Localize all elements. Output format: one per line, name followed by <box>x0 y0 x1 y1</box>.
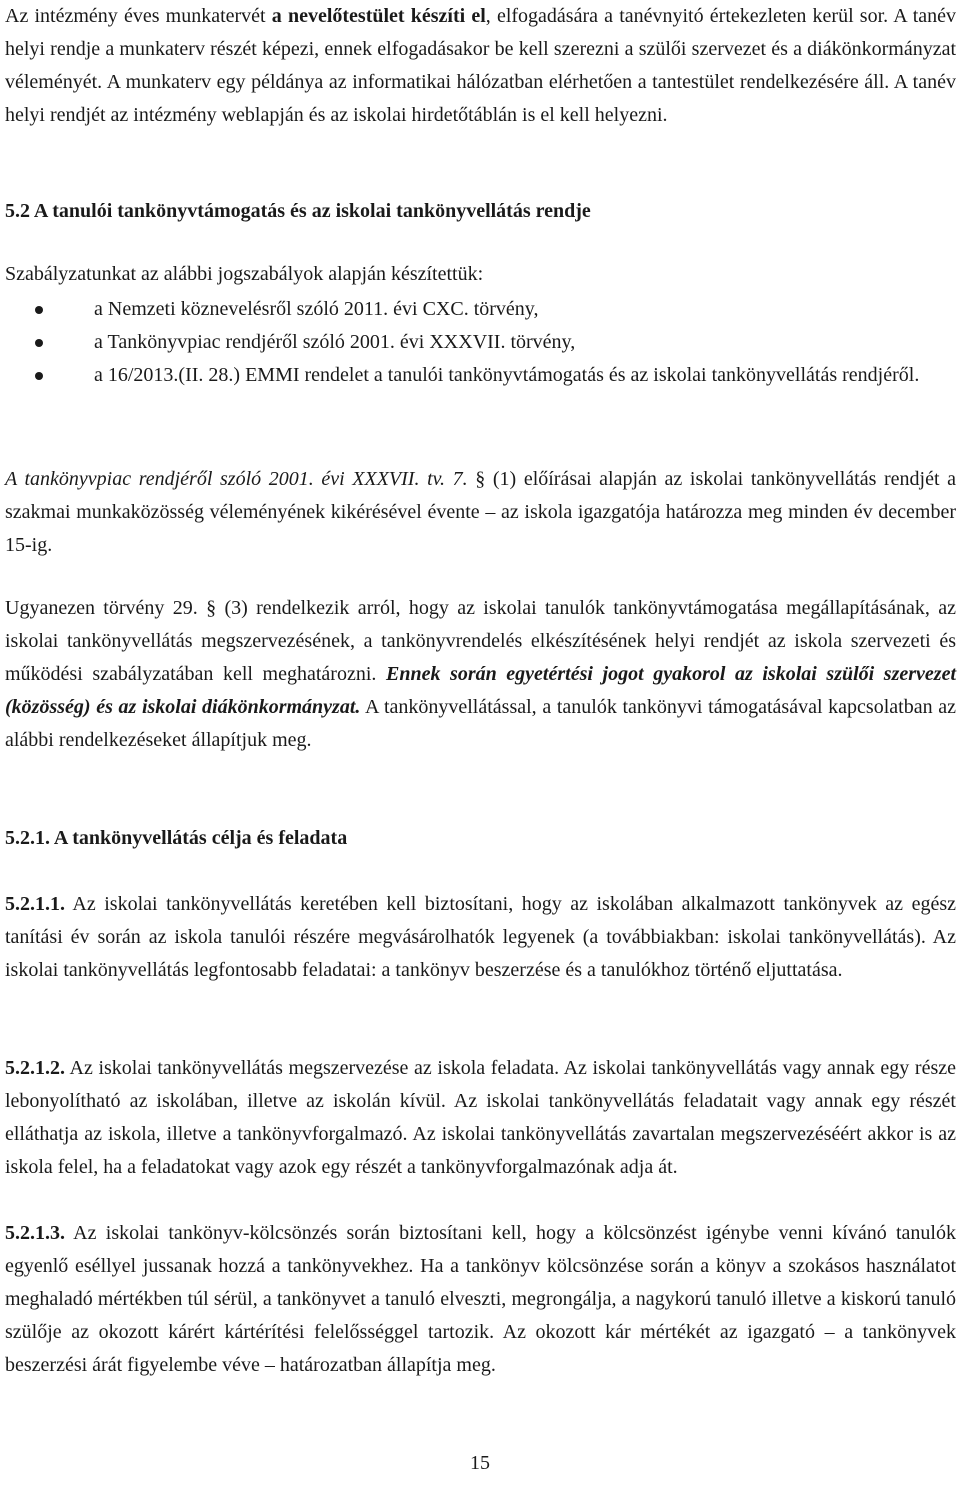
paragraph-5-2-1-1: 5.2.1.1. Az iskolai tankönyvellátás keretében kell biztosítani, hogy az iskolában alkalmazott tankönyvek az egész tanítási év során az iskola tanulói részére megvásárolhatók legyenek (a továbbiakban: iskolai tankönyvellátás). Az iskolai tankönyvellátás legfontosabb feladatai: a tankönyv beszerzése és a tanulókhoz történő eljuttatása. <box>5 893 956 981</box>
paragraph-5-2-1-3: 5.2.1.3. Az iskolai tankönyv-kölcsönzés során biztosítani kell, hogy a kölcsönzést igénybe venni kívánó tanulók egyenlő eséllyel jussanak hozzá a tankönyvekhez. Ha a tankönyv kölcsönzése során a könyv a szokásos használatot meghaladó mértékben túl sérül, a tankönyvet a tanuló elveszti, megrongálja, a nagykorú tanuló illetve a kiskorú tanuló szülője az okozott kárért kártérítési felelősséggel tartozik. Az okozott kár mértékét az igazgató – a tankönyvek beszerzési árát figyelembe véve – határozatban állapítja meg. <box>5 1222 956 1376</box>
list-item: a Nemzeti köznevelésről szóló 2011. évi CXC. törvény, <box>5 293 956 326</box>
page-number: 15 <box>470 1452 490 1474</box>
list-item: a Tankönyvpiac rendjéről szóló 2001. évi XXXVII. törvény, <box>5 326 956 359</box>
tankonyvpiac-paragraph: A tankönyvpiac rendjéről szóló 2001. évi XXXVII. tv. 7. § (1) előírásai alapján az iskolai tankönyvellátás rendjét a szakmai munkaközösség véleményének kikérésével évente – az iskola igazgatója határozza meg minden év december 15-ig. <box>5 468 956 556</box>
intro-text-a: Az intézmény éves munkatervét <box>5 5 272 27</box>
paragraph-number: 5.2.1.3. <box>5 1222 65 1244</box>
paragraph-number: 5.2.1.2. <box>5 1057 65 1079</box>
section-5-2-1-heading: 5.2.1. A tankönyvellátás célja és feladata <box>5 827 348 849</box>
list-item: a 16/2013.(II. 28.) EMMI rendelet a tanulói tankönyvtámogatás és az iskolai tankönyvellátás rendjéről. <box>5 359 956 392</box>
paragraph-number: 5.2.1.1. <box>5 893 65 915</box>
paragraph-5-2-1-2: 5.2.1.2. Az iskolai tankönyvellátás megszervezése az iskola feladata. Az iskolai tankönyvellátás vagy annak egy része lebonyolítható az iskolában, illetve az iskolán kívül. Az iskolai tankönyvellátás feladatait vagy annak egy részét elláthatja az iskola, illetve a tankönyvforgalmazó. Az iskolai tankönyvellátás zavartalan megszervezéséért akkor is az iskola felel, ha a feladatokat vagy azok egy részét a tankönyvforgalmazónak adja át. <box>5 1057 956 1178</box>
intro-text-c: , elfogadására a tanévnyitó értekezleten kerül sor. A tanév helyi rendje a munkaterv részét képezi, ennek elfogadásakor be kell szerezni a szülői szervezet és a diákönkormányzat véleményét. A munkaterv egy példánya az informatikai hálózatban elérhetően a tantestület rendelkezésére áll. A tanév helyi rendjét az intézmény weblapján és az iskolai hirdetőtáblán is el kell helyezni. <box>5 5 957 126</box>
bullet-icon <box>35 306 43 314</box>
consent-right-bold-italic: Ennek során egyetértési jogot gyakorol az iskolai szülői szervezet (közösség) és az iskolai diákönkormányzat. <box>5 663 957 718</box>
section-5-2-heading: 5.2 A tanulói tankönyvtámogatás és az iskolai tankönyvellátás rendje <box>5 200 591 222</box>
legal-sources-list <box>5 293 956 392</box>
bullet-icon <box>35 339 43 347</box>
intro-text-bold: a nevelőtestület készíti el <box>271 5 486 27</box>
law-reference-italic: A tankönyvpiac rendjéről szóló 2001. évi XXXVII. tv. 7. <box>5 468 468 490</box>
bullet-icon <box>35 372 43 380</box>
section-5-2-intro: Szabályzatunkat az alábbi jogszabályok alapján készítettük: <box>5 263 484 285</box>
intro-paragraph <box>5 0 956 132</box>
ugyanezen-paragraph: Ugyanezen törvény 29. § (3) rendelkezik arról, hogy az iskolai tanulók tankönyvtámogatása megállapításának, az iskolai tankönyvellátás megszervezésének, a tankönyvrendelés elkészítésének helyi rendjét az iskola szervezeti és működési szabályzatában kell meghatározni. Ennek során egyetértési jogot gyakorol az iskolai szülői szervezet (közösség) és az iskolai diákönkormányzat. A tankönyvellátással, a tanulók tankönyvi támogatásával kapcsolatban az alábbi rendelkezéseket állapítjuk meg. <box>5 597 957 751</box>
